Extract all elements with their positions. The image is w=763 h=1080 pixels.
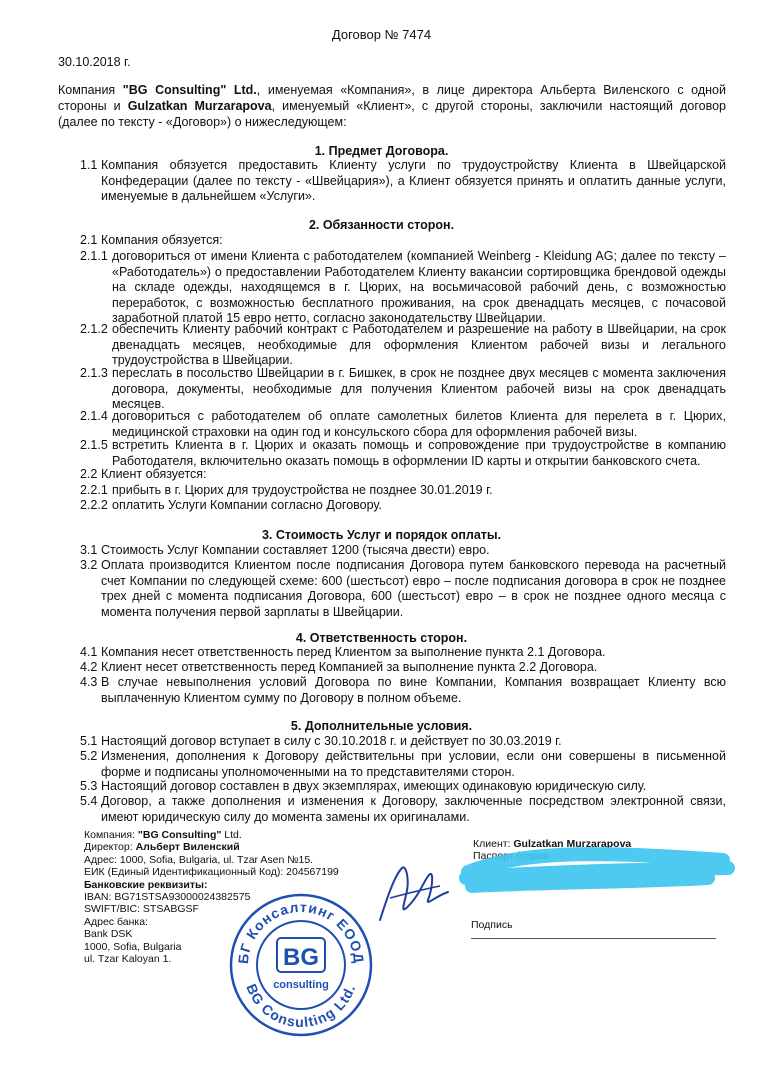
clause-4-1 <box>80 645 726 661</box>
client-passport: Паспорт (серия <box>473 850 549 863</box>
clause-text: В случае невыполнения условий Договора по вине Компании, Компания возвращает Клиенту всю выплаченную Клиентом сумму по Договору в полном объеме. <box>101 675 726 705</box>
intro-client-name: Gulzatkan Murzarapova <box>127 99 272 113</box>
req-bank-title-text: Банковские реквизиты: <box>84 878 208 891</box>
section-title-2: 2. Обязанности сторон. <box>308 218 455 232</box>
document-title: Договор № 7474 <box>331 27 432 42</box>
clause-text: встретить Клиента в г. Цюрих и оказать помощь и сопровождение при трудоустройстве в компанию Работодателя, включительно оказать помощь в оформлении ID карты и открытии банковского счета. <box>112 438 726 468</box>
stamp-top-textpath: БГ Консалтинг ЕООД <box>234 898 368 965</box>
stamp-logo: BG <box>283 944 319 971</box>
clause-text: прибыть в г. Цюрих для трудоустройства не позднее 30.01.2019 г. <box>112 483 493 497</box>
intro-text-3: , именуемый «Клиент», с другой стороны, заключили настоящий договор (далее по тексту - «Договор») о нижеследующем: <box>58 99 726 129</box>
clause-text: Компания несет ответственность перед Клиентом за выполнение пункта 2.1 Договора. <box>101 645 606 659</box>
stamp-logo-sub: consulting <box>273 979 329 991</box>
clause-number: 1.1 <box>80 158 98 172</box>
clause-number: 2.1.2 <box>80 322 108 336</box>
clause-text: Компания обязуется предоставить Клиенту услуги по трудоустройству Клиента в Швейцарской Конфедерации (далее по тексту - «Швейцария»), а Клиент обязуется принять и оплатить данные услуги, именуемые в дальнейшем «Услуги». <box>101 158 726 203</box>
clause-text: Оплата производится Клиентом после подписания Договора путем банковского перевода на расчетный счет Компании по следующей схеме: 600 (шестьсот) евро – после подписания договора в срок не позднее трех дней с момента подписания Договора, 600 (шестьсот) евро – в срок не позднее одного месяца с момента получения первой зарплаты в Швейцарии. <box>101 558 726 619</box>
clause-4-3 <box>80 675 726 706</box>
clause-2-1 <box>80 233 726 249</box>
req-company-suffix: Ltd. <box>221 829 242 841</box>
clause-number: 2.2.2 <box>80 498 108 512</box>
intro-text-1: Компания <box>58 83 123 97</box>
clause-2-2-1 <box>80 483 726 499</box>
req-bank-city: 1000, Sofia, Bulgaria <box>84 940 182 953</box>
clause-number: 3.2 <box>80 558 98 572</box>
clause-text: Договор, а также дополнения и изменения к Договору, заключенные посредством электронной связи, имеют юридическую силу до момента замены их оригиналами. <box>101 794 726 824</box>
clause-2-1-4 <box>80 409 726 440</box>
section-title-3: 3. Стоимость Услуг и порядок оплаты. <box>261 528 502 542</box>
section-title-1: 1. Предмет Договора. <box>314 144 449 158</box>
intro-text-2: , именуемая «Компания», в лице директора Альберта Виленского с одной стороны и <box>58 83 726 113</box>
clause-number: 4.1 <box>80 645 98 659</box>
signature-line <box>471 938 716 939</box>
clause-2-1-2 <box>80 322 726 369</box>
clause-text: оплатить Услуги Компании согласно Договору. <box>112 498 382 512</box>
clause-number: 2.1 <box>80 233 98 247</box>
clause-number: 4.3 <box>80 675 98 689</box>
clause-text: Компания обязуется: <box>101 233 223 247</box>
clause-2-2-2 <box>80 498 726 514</box>
client-value: Gulzatkan Murzarapova <box>513 838 632 850</box>
redaction-scribble <box>458 842 738 900</box>
clause-number: 2.1.3 <box>80 366 108 380</box>
clause-text: Стоимость Услуг Компании составляет 1200 (тысяча двести) евро. <box>101 543 490 557</box>
clause-number: 2.2 <box>80 467 98 481</box>
req-company-value: "BG Consulting" <box>137 829 222 841</box>
clause-text: Настоящий договор составлен в двух экземплярах, имеющих одинаковую юридическую силу. <box>101 779 647 793</box>
clause-number: 3.1 <box>80 543 98 557</box>
clause-4-2 <box>80 660 726 676</box>
req-bank-address-label: Адрес банка: <box>84 915 148 928</box>
clause-text: Настоящий договор вступает в силу с 30.10.2018 г. и действует по 30.03.2019 г. <box>101 734 562 748</box>
company-stamp <box>226 890 376 1040</box>
client-label: Клиент: <box>473 838 514 850</box>
clause-text: переслать в посольство Швейцарии в г. Бишкек, в срок не позднее двух месяцев с момента заключения договора, документы, необходимые для получения Клиентом рабочей визы на срок двенадцать месяцев. <box>112 366 726 411</box>
clause-3-1 <box>80 543 726 559</box>
clause-1-1 <box>80 158 726 205</box>
clause-text: Изменения, дополнения к Договору действительны при условии, если они совершены в письменной форме и подписаны уполномоченными на то представителями сторон. <box>101 749 726 779</box>
clause-number: 2.1.1 <box>80 249 108 263</box>
clause-number: 2.2.1 <box>80 483 108 497</box>
clause-2-1-1 <box>80 249 726 327</box>
clause-number: 5.2 <box>80 749 98 763</box>
section-title-4: 4. Ответственность сторон. <box>295 631 468 645</box>
section-title-5: 5. Дополнительные условия. <box>290 719 473 733</box>
stamp-bottom-textpath: BG Consulting Ltd. <box>243 981 359 1031</box>
clause-text: Клиент обязуется: <box>101 467 207 481</box>
clause-5-1 <box>80 734 726 750</box>
req-bank-street: ul. Tzar Kaloyan 1. <box>84 953 172 966</box>
signature-scribble <box>370 850 460 930</box>
signature-label: Подпись <box>471 919 513 931</box>
req-director-value: Альберт Виленский <box>135 841 240 854</box>
req-company-line <box>84 829 384 841</box>
clause-3-2 <box>80 558 726 620</box>
intro-company-name: "BG Consulting" Ltd. <box>122 83 257 97</box>
clause-text: Клиент несет ответственность перед Компанией за выполнение пункта 2.2 Договора. <box>101 660 598 674</box>
clause-number: 2.1.5 <box>80 438 108 452</box>
clause-5-2 <box>80 749 726 780</box>
req-address: Адрес: 1000, Sofia, Bulgaria, ul. Tzar Asen №15. <box>84 853 314 866</box>
clause-5-3 <box>80 779 726 795</box>
clause-text: обеспечить Клиенту рабочий контракт с Работодателем и разрешение на работу в Швейцарии, на срок двенадцать месяцев, необходимые для оформления Клиентом рабочей визы и легального трудоустройства в Швейцарии. <box>112 322 726 367</box>
clause-number: 2.1.4 <box>80 409 108 423</box>
clause-2-1-3 <box>80 366 726 413</box>
intro-paragraph <box>58 82 726 130</box>
clause-2-2 <box>80 467 726 483</box>
clause-text: договориться от имени Клиента с работодателем (компанией Weinberg - Kleidung AG; далее по тексту – «Работодатель») о предоставлении Работодателем Клиенту вакансии сортировщика брендовой одежды на складе одежды, находящемся в г. Цюрих, на восьмичасовой рабочий день, с возможностью переработок, с возможностью бесплатного проживания, на срок двенадцать месяцев, с почасовой заработной платой 15 евро нетто, согласно законодательству Швейцарии. <box>112 249 726 325</box>
req-company-label: Компания: <box>84 829 138 841</box>
req-director-label: Директор: <box>84 841 136 854</box>
clause-number: 5.3 <box>80 779 98 793</box>
req-eik: ЕИК (Единый Идентификационный Код): 204567199 <box>84 866 339 879</box>
req-bank-name: Bank DSK <box>84 928 133 941</box>
clause-number: 5.4 <box>80 794 98 808</box>
clause-number: 5.1 <box>80 734 98 748</box>
req-iban: IBAN: BG71STSA93000024382575 <box>84 891 251 904</box>
clause-text: договориться с работодателем об оплате самолетных билетов Клиента для перелета в г. Цюрих, медицинской страховки на один год и консульского сбора для оформления рабочей визы. <box>112 409 726 439</box>
req-swift: SWIFT/BIC: STSABGSF <box>84 903 199 916</box>
clause-2-1-5 <box>80 438 726 469</box>
clause-5-4 <box>80 794 726 825</box>
clause-number: 4.2 <box>80 660 98 674</box>
document-date: 30.10.2018 г. <box>58 55 131 69</box>
req-director-line <box>84 841 384 853</box>
